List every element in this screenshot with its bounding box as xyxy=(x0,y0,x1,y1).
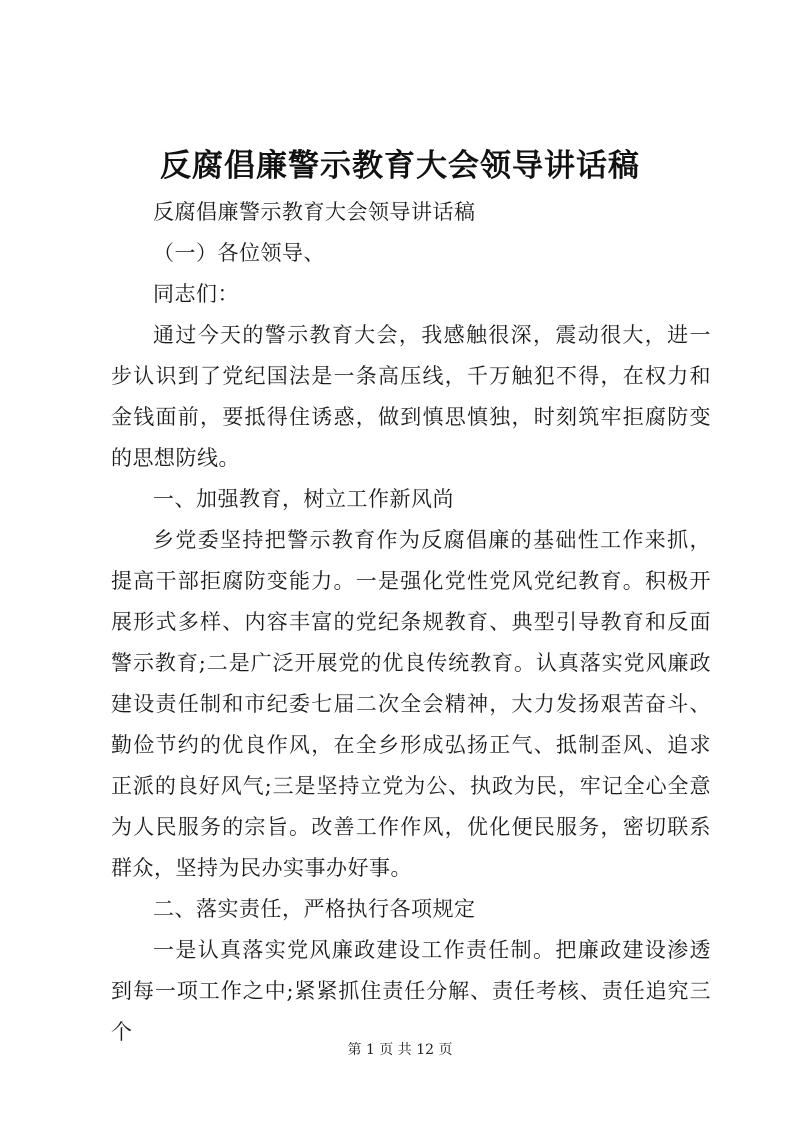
document-title: 反腐倡廉警示教育大会领导讲话稿 xyxy=(160,148,640,184)
page-footer: 第 1 页 共 12 页 xyxy=(347,1042,453,1058)
subtitle-paragraph: 反腐倡廉警示教育大会领导讲话稿 xyxy=(153,200,476,224)
salutation-paragraph: （一）各位领导、 xyxy=(153,241,325,265)
body-paragraph: 乡党委坚持把警示教育作为反腐倡廉的基础性工作来抓，提高干部拒腐防变能力。一是强化党性党风党纪教育。积极开展形式多样、内容丰富的党纪条规教育、典型引导教育和反面警示教育;二是广泛开展党的优良传统教育。认真落实党风廉政建设责任制和市纪委七届二次全会精神，大力发扬艰苦奋斗、勤俭节约的优良作风，在全乡形成弘扬正气、抵制歪风、追求正派的良好风气;三是坚持立党为公、执政为民，牢记全心全意为人民服务的宗旨。改善工作作风，优化便民服务，密切联系群众，坚持为民办实事办好事。 xyxy=(111,528,711,880)
section-heading: 一、加强教育，树立工作新风尚 xyxy=(153,487,454,511)
section-heading: 二、落实责任，严格执行各项规定 xyxy=(153,897,476,921)
body-paragraph: 通过今天的警示教育大会，我感触很深，震动很大，进一步认识到了党纪国法是一条高压线，千万触犯不得，在权力和金钱面前，要抵得住诱惑，做到慎思慎独，时刻筑牢拒腐防变的思想防线。 xyxy=(111,323,711,470)
document-body xyxy=(111,192,711,1053)
body-paragraph: 一是认真落实党风廉政建设工作责任制。把廉政建设渗透到每一项工作之中;紧紧抓住责任分解、责任考核、责任追究三个 xyxy=(111,938,711,1044)
salutation-paragraph: 同志们： xyxy=(153,282,239,306)
